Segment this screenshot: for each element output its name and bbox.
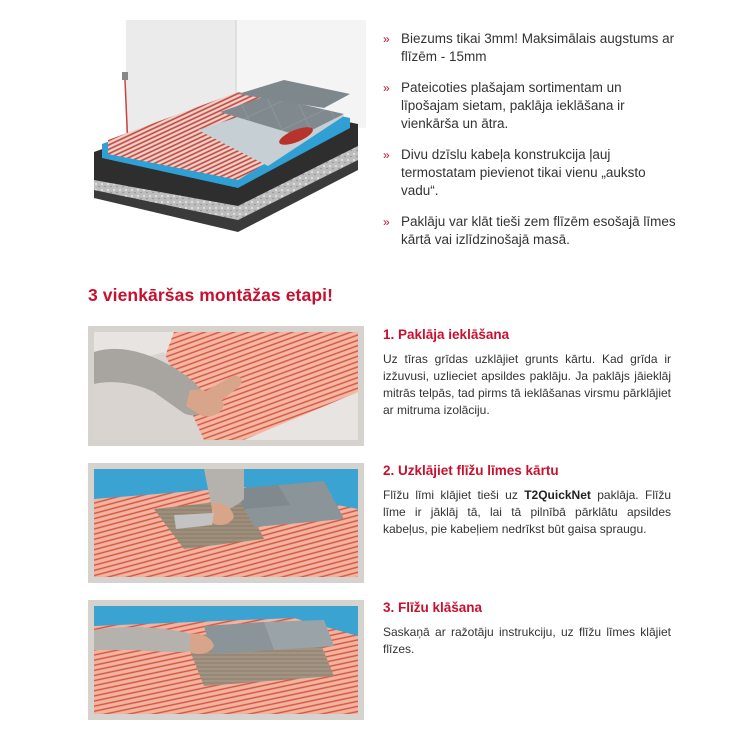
feature-list [383, 30, 683, 262]
step-2-body-text: Flīžu līmi klājiet tieši uz [383, 488, 525, 502]
feature-text: Pateicoties plašajam sortimentam un līpošajam sietam, paklāja ieklāšana ir vienkārša un ātra. [401, 80, 625, 131]
feature-text: Biezums tikai 3mm! Maksimālais augstums ar flīzēm - 15mm [401, 31, 675, 64]
bullet-marker: » [383, 81, 390, 95]
step-1-body: Uz tīras grīdas uzklājiet grunts kārtu. Kad grīda ir izžuvusi, uzlieciet apsildes paklāju. Ja paklājs jāieklāj mitrās telpās, tad pirms tā ieklāšanas virsmu pārklājiet ar mitruma izolāciju. [383, 352, 671, 417]
step-1-photo [88, 326, 364, 446]
product-name: T2QuickNet [524, 488, 591, 502]
bullet-marker: » [383, 215, 390, 229]
feature-item [383, 79, 683, 133]
step-3-body: Saskaņā ar ražotāju instrukciju, uz flīžu līmes klājiet flīzes. [383, 625, 671, 656]
feature-item [383, 30, 683, 66]
step-3-heading: 3. Flīžu klāšana [383, 600, 483, 615]
section-title: 3 vienkāršas montāžas etapi! [88, 285, 333, 305]
bullet-marker: » [383, 148, 390, 162]
step-2-heading: 2. Uzklājiet flīžu līmes kārtu [383, 463, 559, 478]
feature-text: Divu dzīslu kabeļa konstrukcija ļauj termostatam pievienot tikai vienu „auksto vadu“. [401, 147, 646, 198]
step-1 [383, 327, 671, 419]
step-3-photo [88, 600, 364, 720]
step-3 [383, 600, 671, 658]
bullet-marker: » [383, 32, 390, 46]
step-2-body-text: paklāja. Flīžu līme ir jāklāj tā, lai tā pilnībā pārklātu apsildes kabeļus, pie kabeļiem nedrīkst būt gaisa spraugu. [383, 488, 671, 536]
step-1-heading: 1. Paklāja ieklāšana [383, 327, 510, 342]
feature-item [383, 213, 683, 249]
step-2 [383, 463, 671, 538]
feature-item [383, 146, 683, 200]
step-2-body [383, 487, 671, 538]
step-2-photo [88, 463, 364, 583]
floor-heating-cross-section-illustration [88, 20, 366, 242]
feature-text: Paklāju var klāt tieši zem flīzēm esošajā līmes kārtā vai izlīdzinošajā masā. [401, 214, 676, 247]
